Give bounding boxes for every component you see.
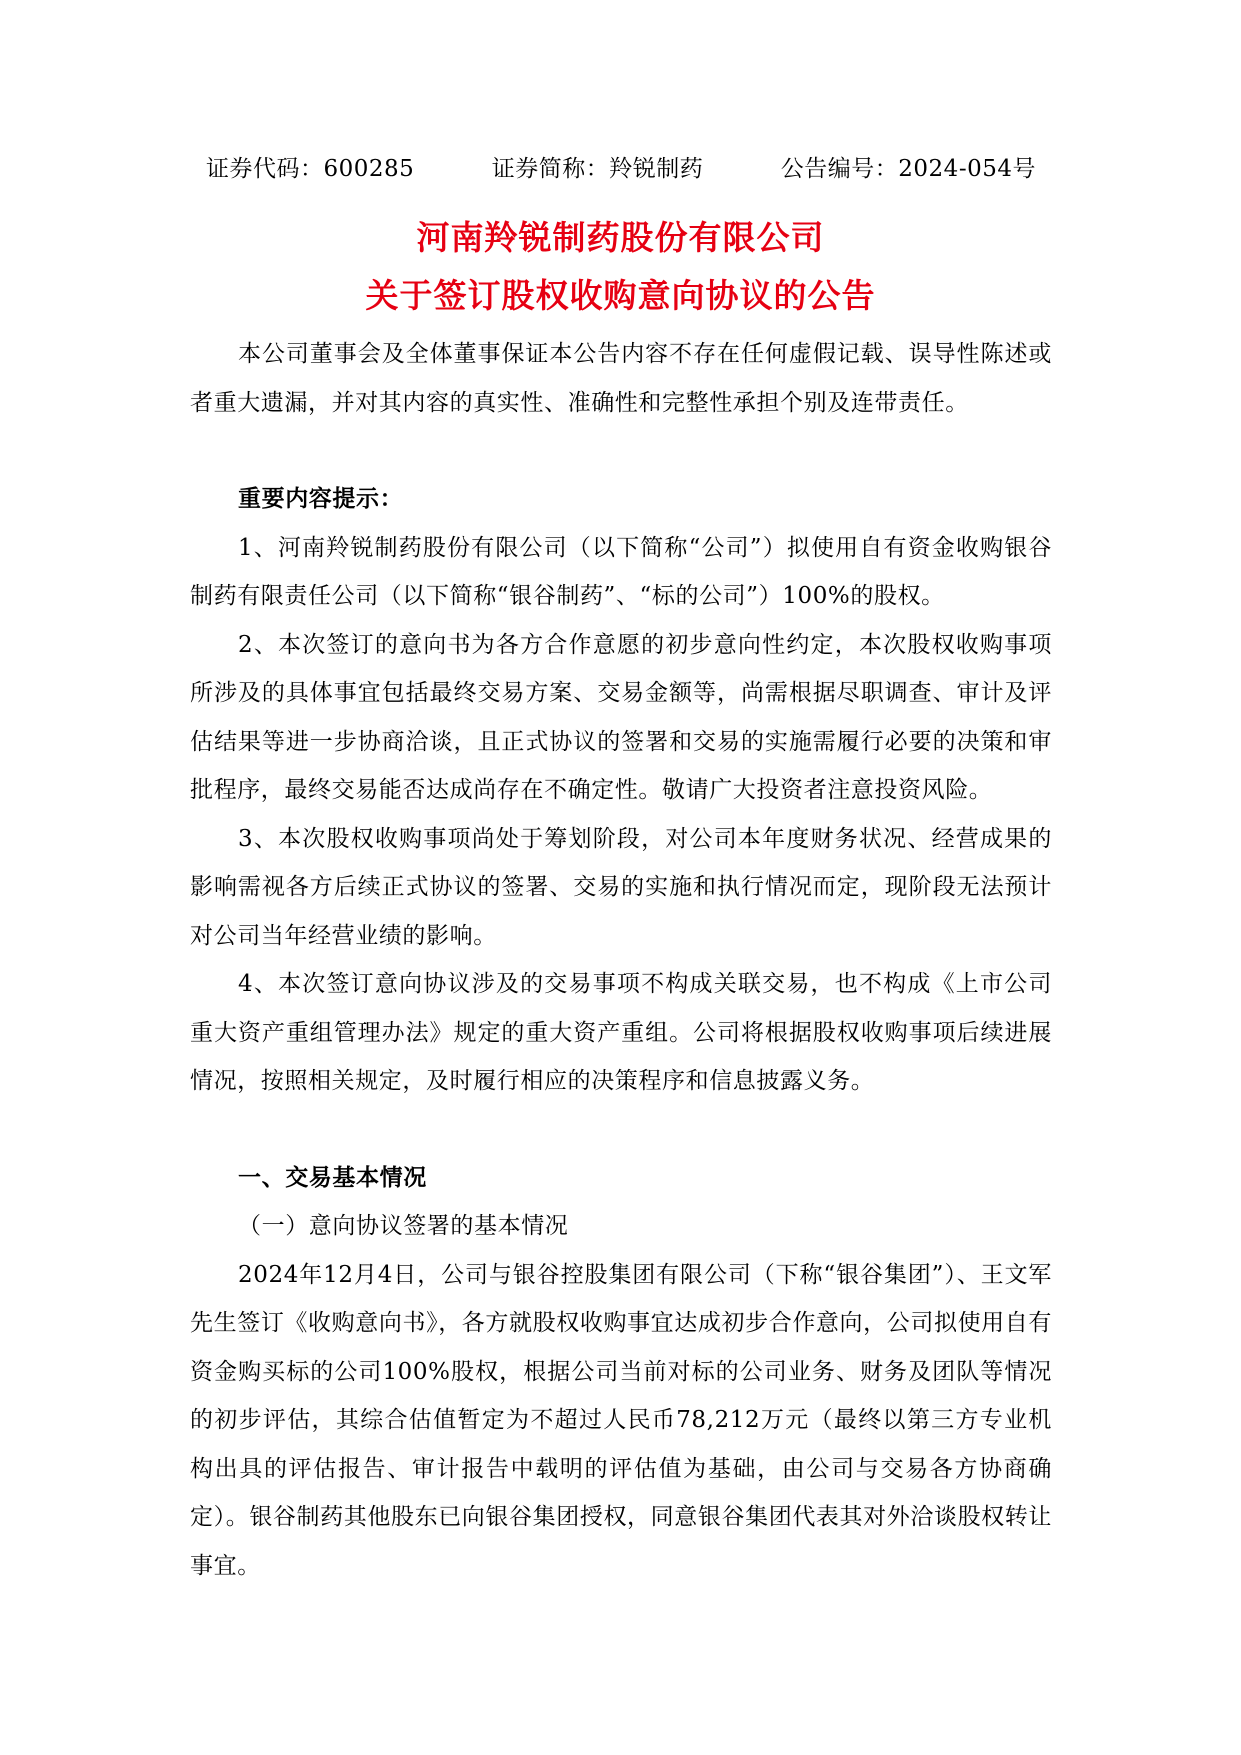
announcement-number: 公告编号：2024-054号 (780, 156, 1036, 182)
security-code: 证券代码：600285 (206, 156, 415, 182)
board-statement: 本公司董事会及全体董事保证本公告内容不存在任何虚假记载、误导性陈述或者重大遗漏，并对其内容的真实性、准确性和完整性承担个别及连带责任。 (190, 341, 1052, 416)
subsection-heading: （一）意向协议签署的基本情况 (238, 1213, 569, 1239)
security-abbreviation: 证券简称：羚锐制药 (491, 156, 704, 182)
title-company: 河南羚锐制药股份有限公司 (416, 218, 825, 257)
document-header (206, 150, 1036, 183)
title-subject: 关于签订股权收购意向协议的公告 (365, 276, 876, 315)
section-paragraph: 2024年12月4日，公司与银谷控股集团有限公司（下称“银谷集团”）、王文军先生签订《收购意向书》，各方就股权收购事宜达成初步合作意向，公司拟使用自有资金购买标的公司100%股权，根据公司当前对标的公司业务、财务及团队等情况的初步评估，其综合估值暂定为不超过人民币78,212万元（最终以第三方专业机构出具的评估报告、审计报告中载明的评估值为基础，由公司与交易各方协商确定）。银谷制药其他股东已向银谷集团授权，同意银谷集团代表其对外洽谈股权转让事宜。 (190, 1261, 1052, 1579)
highlights-heading: 重要内容提示： (238, 486, 404, 512)
document-body (190, 330, 1052, 1590)
highlight-item-1: 1、河南羚锐制药股份有限公司（以下简称“公司”）拟使用自有资金收购银谷制药有限责任公司（以下简称“银谷制药”、“标的公司”）100%的股权。 (190, 534, 1052, 609)
highlight-item-2: 2、本次签订的意向书为各方合作意愿的初步意向性约定，本次股权收购事项所涉及的具体事宜包括最终交易方案、交易金额等，尚需根据尽职调查、审计及评估结果等进一步协商洽谈，且正式协议的签署和交易的实施需履行必要的决策和审批程序，最终交易能否达成尚存在不确定性。敬请广大投资者注意投资风险。 (190, 631, 1052, 803)
section-heading: 一、交易基本情况 (238, 1164, 427, 1191)
highlight-item-4: 4、本次签订意向协议涉及的交易事项不构成关联交易，也不构成《上市公司重大资产重组管理办法》规定的重大资产重组。公司将根据股权收购事项后续进展情况，按照相关规定，及时履行相应的决策程序和信息披露义务。 (190, 971, 1052, 1094)
highlight-item-3: 3、本次股权收购事项尚处于筹划阶段，对公司本年度财务状况、经营成果的影响需视各方后续正式协议的签署、交易的实施和执行情况而定，现阶段无法预计对公司当年经营业绩的影响。 (190, 825, 1052, 949)
